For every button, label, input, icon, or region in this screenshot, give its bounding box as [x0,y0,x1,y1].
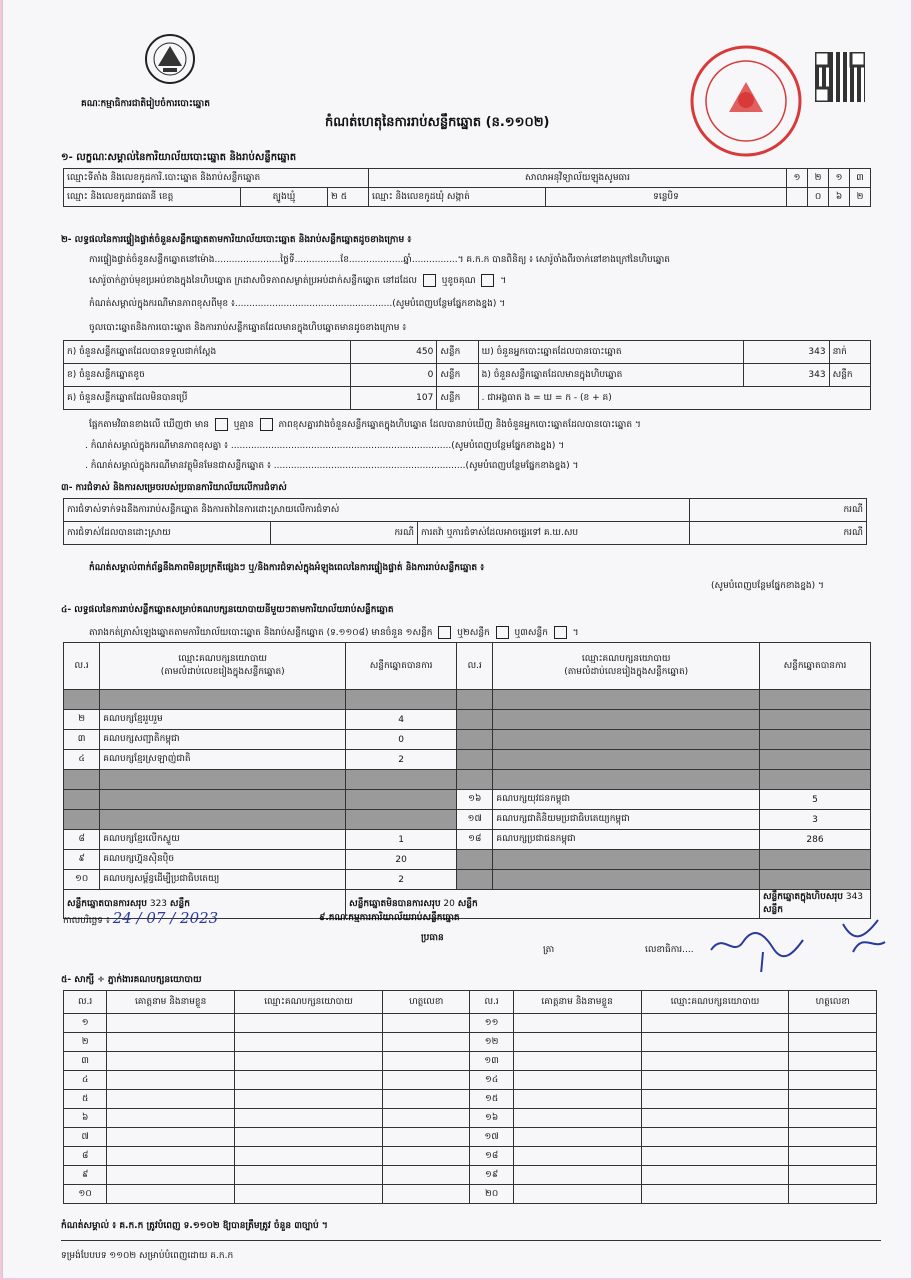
results-left-party [100,690,346,710]
commune-code-2: ៦ [829,188,850,207]
witness-name-right[interactable] [513,1033,641,1052]
results-left-no: ៩ [64,850,100,870]
results-left-votes [346,770,457,790]
count-unit-e: សន្លឹក [829,364,870,387]
commune-value: ទន្លេបិទ [546,188,787,207]
witness-sign-right[interactable] [789,1090,877,1109]
witness-sign-right[interactable] [789,1071,877,1090]
count-label-b: ខ) ចំនួនសន្លឹកឆ្នោតខូច [64,364,351,387]
results-right-votes [759,850,870,870]
objection-row2b-unit: ករណី [690,522,867,545]
results-right-votes: 286 [759,830,870,850]
results-left-no: ៣ [64,730,100,750]
results-row [64,750,871,770]
total-valid-value: 323 [149,898,168,909]
results-right-no: ១៧ [457,810,493,830]
witness-no-left: ១០ [64,1185,107,1204]
witness-row [64,1109,877,1128]
witness-no-right: ១៣ [470,1052,513,1071]
witness-name-left[interactable] [107,1128,235,1147]
section2-line4: ចូលបោះឆ្នោតនិងការបោះឆ្នោត និងការរាប់សន្លឹកឆ្នោតដែលមានក្នុងហិបឆ្នោតមានដូចខាងក្រោម ៖ [89,323,407,333]
witness-name-right[interactable] [513,1128,641,1147]
witness-sign-left[interactable] [382,1071,470,1090]
count-unit-b: សន្លឹក [437,364,478,387]
witness-col-no-left: ល.រ [64,991,107,1014]
section2-heading: ២- លទ្ធផលនៃការផ្ទៀងផ្ទាត់ចំនួនសន្លឹកឆ្នោតតាមការិយាល័យបោះឆ្នោត និងរាប់សន្លឹកឆ្នោតដូចខាងក្រោម ៖ [61,235,412,245]
intact-checkbox[interactable] [423,274,436,287]
results-right-no [457,750,493,770]
province-code-cell [328,188,369,207]
results-left-party: គណបក្សហ្វ៊ុនស៊ិនប៉ិច [100,850,346,870]
count-formula: . ជាអង្គធាត ង = ឃ = ក - (ខ + គ) [478,387,870,410]
count-value-c: 107 [351,387,437,410]
witness-no-left: ១ [64,1014,107,1033]
witness-name-right[interactable] [513,1109,641,1128]
results-col-votes-left: សន្លឹកឆ្នោតបានការ [346,643,457,690]
witness-name-right[interactable] [513,1014,641,1033]
date-label: កាលបរិច្ឆេទ ៖ [63,916,110,926]
witness-name-left[interactable] [107,1166,235,1185]
results-table [63,642,871,919]
results-row [64,870,871,890]
results-right-no [457,730,493,750]
results-left-votes [346,690,457,710]
witness-sign-left[interactable] [382,1109,470,1128]
results-left-votes: 2 [346,750,457,770]
no-difference-checkbox[interactable] [260,418,273,431]
results-row [64,710,871,730]
objection-row2b-label: ការតវ៉ា ឬការជំទាស់ដែលអាចផ្ទេរទៅ គ.ឃ.សប [418,522,690,545]
witness-row [64,1147,877,1166]
witness-sign-right[interactable] [789,1166,877,1185]
qr-code-icon [815,52,865,102]
results-right-votes [759,870,870,890]
witness-sign-left[interactable] [382,1147,470,1166]
witness-sign-right[interactable] [789,1014,877,1033]
province-code-2: ៥ [340,191,348,202]
section2-line2-text: សោរ៉ូចាក់ភ្ជាប់មុខប្រអប់ខាងក្នុងនៃហិបឆ្នោត ក្រដាសបិទភាពសម្ងាត់ប្រអប់ដាក់សន្លឹកឆ្នោត នៅដដែល [89,276,417,286]
total-box-label: សន្លឹកឆ្នោតក្នុងហិបសរុប [762,892,843,902]
witness-row [64,1071,877,1090]
section3-note: កំណត់សម្គាល់ពាក់ព័ន្ធនឹងភាពមិនប្រក្រតីផ្សេងៗ ឬ/និងការជំទាស់ក្នុងអំឡុងពេលនៃការផ្ទៀងផ្ទាត់ និងការរាប់សន្លឹកឆ្នោត ៖ [89,563,485,573]
results-left-votes [346,790,457,810]
province-code-1: ២ [331,191,338,202]
witness-name-right[interactable] [513,1052,641,1071]
commune-code-1: ០ [808,188,829,207]
witness-sign-right[interactable] [789,1109,877,1128]
three-sheet-label: ឬ៣សន្លឹក [514,628,548,638]
section2-note2: . កំណត់សម្គាល់ក្នុងករណីមានភាពខុសគ្នា ៖ .............................................................................(សូមបំពេញបន្ថែមផ្នែកខាងខ្នង) ។ [85,441,565,451]
witness-party-right[interactable] [641,1166,789,1185]
signature-icon [703,912,893,972]
witness-name-left[interactable] [107,1052,235,1071]
witness-sign-right[interactable] [789,1033,877,1052]
witness-party-right[interactable] [641,1033,789,1052]
section3-note-end: (សូមបំពេញបន្ថែមផ្នែកខាងខ្នង) ។ [711,581,824,591]
witness-sign-left[interactable] [382,1014,470,1033]
witness-name-left[interactable] [107,1014,235,1033]
commune-code-blank [787,188,808,207]
count-unit-d: នាក់ [829,341,870,364]
total-invalid-unit: សន្លឹក [457,898,478,909]
witness-party-left[interactable] [235,1014,383,1033]
results-left-party: គណបក្សខ្មែរលើកស្ទួយ [100,830,346,850]
results-left-party: គណបក្សខ្មែររួបរួម [100,710,346,730]
count-unit-c: សន្លឹក [437,387,478,410]
witness-row [64,1033,877,1052]
form-page [2,0,911,1278]
results-right-no: ១៨ [457,830,493,850]
section2-line3: កំណត់សម្គាល់ក្នុងករណីមានភាពខុសពីមុខ ៖.......................................................(សូមបំពេញបន្ថែមផ្នែកខាងខ្នង) ។ [89,299,506,309]
location-label: ឈ្មោះទីតាំង និងលេខកូដការិ.បោះឆ្នោត និងរាប់សន្លឹកឆ្នោត [64,169,369,188]
results-left-party [100,810,346,830]
results-col-votes-right: សន្លឹកឆ្នោតបានការ [759,643,870,690]
results-row [64,770,871,790]
witness-col-sign-right: ហត្ថលេខា [789,991,877,1014]
results-row [64,790,871,810]
one-sheet-checkbox[interactable] [438,626,451,639]
witness-sign-left[interactable] [382,1185,470,1204]
results-right-party [493,850,760,870]
results-left-votes: 4 [346,710,457,730]
results-left-votes: 0 [346,730,457,750]
results-right-party: គណបក្សប្រជាជនកម្ពុជា [493,830,760,850]
note1c-text: ភាពខុសគ្នារវាងចំនួនសន្លឹកឆ្នោតក្នុងហិបឆ្នោត ដែលបានរាប់ឃើញ និងចំនួនអ្នកបោះឆ្នោតដែលបានបោះឆ្នោត ។ [278,420,641,430]
witness-party-right[interactable] [641,1014,789,1033]
witness-name-right[interactable] [513,1185,641,1204]
witness-party-right[interactable] [641,1128,789,1147]
two-sheet-checkbox[interactable] [496,626,509,639]
chair-label: ប្រធាន [421,933,444,943]
section5-heading: ៥- សាក្សី ÷ ភ្នាក់ងារគណបក្សនយោបាយ [61,975,202,985]
objection-row1-unit: ករណី [690,499,867,522]
results-left-party [100,790,346,810]
commune-code-3: ២ [850,188,871,207]
witness-no-left: ៤ [64,1071,107,1090]
member-label: ត្រា [543,945,555,955]
witness-party-left[interactable] [235,1071,383,1090]
witness-row [64,1166,877,1185]
count-unit-a: សន្លឹក [437,341,478,364]
count-value-d: 343 [743,341,829,364]
witness-no-left: ៣ [64,1052,107,1071]
results-right-party [493,710,760,730]
footer-note: កំណត់សម្គាល់ ៖ គ.ក.ក ត្រូវបំពេញ ទ.១១០២ ឱ្យបានត្រឹមត្រូវ ចំនួន ៣ច្បាប់ ។ [61,1221,328,1231]
witness-no-right: ១៥ [470,1090,513,1109]
section2-line1: ការផ្ទៀងផ្ទាត់ចំនួនសន្លឹកឆ្នោតនៅម៉ោង.......................ថ្ងៃទី................ខែ...................ឆ្នាំ................។ គ.ក.ក បានពិនិត្យ ៖ សោរ៉ូចាំងពីរចាក់នៅខាងក្រៅនៃហិបឆ្នោត [89,255,671,265]
total-box-value: 343 [845,892,864,902]
witness-no-right: ១៩ [470,1166,513,1185]
results-left-votes [346,810,457,830]
results-right-party: គណបក្សជាតិនិយមប្រជាធិបតេយ្យកម្ពុជា [493,810,760,830]
witness-sign-right[interactable] [789,1147,877,1166]
results-left-no [64,770,100,790]
witness-row [64,1052,877,1071]
results-left-party: គណបក្សសញ្ជាតិកម្ពុជា [100,730,346,750]
witness-col-name-right: គោត្តនាម និងនាមខ្លួន [513,991,641,1014]
witness-col-sign-left: ហត្ថលេខា [382,991,470,1014]
results-left-no [64,790,100,810]
province-label: ឈ្មោះ និងលេខកូដរាជធានី ខេត្ត [64,188,241,207]
witness-no-right: ១៤ [470,1071,513,1090]
results-right-party [493,870,760,890]
committee-label: ៩.គណៈកម្មការការិយាល័យរាប់សន្លឹកឆ្នោត [319,913,460,923]
section3-heading: ៣- ការជំទាស់ និងការសម្រេចរបស់ប្រធានការិយាល័យលើការជំទាស់ [61,483,287,493]
witness-name-right[interactable] [513,1166,641,1185]
witness-party-right[interactable] [641,1185,789,1204]
witness-party-left[interactable] [235,1128,383,1147]
witness-table [63,990,877,1204]
section4-sub: តារាងកត់ត្រាសំឡេងឆ្នោតតាមការិយាល័យបោះឆ្នោត និងរាប់សន្លឹកឆ្នោត (ទ.១១០៨) មានចំនួន ១សន្លឹក ឬ២សន្លឹក ឬ៣សន្លឹក ។ [89,628,579,638]
results-row [64,850,871,870]
location-code-1: ១ [787,169,808,188]
province-value: ត្បូងឃ្មុំ [241,188,328,207]
commune-label: ឈ្មោះ និងលេខកូដឃុំ សង្កាត់ [369,188,546,207]
witness-name-left[interactable] [107,1109,235,1128]
results-right-votes [759,750,870,770]
section4-heading: ៤- លទ្ធផលនៃការរាប់សន្លឹកឆ្នោតសម្រាប់គណបក្សនយោបាយនីមួយៗតាមការិយាល័យរាប់សន្លឹកឆ្នោត [61,605,394,615]
witness-party-left[interactable] [235,1090,383,1109]
witness-row [64,1185,877,1204]
results-right-no [457,870,493,890]
witness-party-right[interactable] [641,1109,789,1128]
witness-name-left[interactable] [107,1185,235,1204]
results-left-no: ៤ [64,750,100,770]
witness-party-right[interactable] [641,1071,789,1090]
location-table [63,168,871,207]
witness-col-no-right: ល.រ [470,991,513,1014]
witness-name-right[interactable] [513,1147,641,1166]
footer-form: ទម្រង់បែបបទ ១១០២ សម្រាប់បំពេញដោយ គ.ក.ក [61,1251,234,1261]
official-stamp-icon [687,42,805,160]
witness-sign-left[interactable] [382,1033,470,1052]
results-right-votes [759,690,870,710]
results-right-party: គណបក្សយុវជនកម្ពុជា [493,790,760,810]
witness-name-left[interactable] [107,1033,235,1052]
witness-sign-left[interactable] [382,1052,470,1071]
total-invalid-value: 20 [443,898,455,909]
section2-note3: . កំណត់សម្គាល់ក្នុងករណីមានវត្ថុមិនមែនជាសន្លឹកឆ្នោត ៖ ...................................................................(សូមបំពេញបន្ថែមផ្នែកខាងខ្នង) ។ [85,461,579,471]
results-right-votes: 3 [759,810,870,830]
results-row [64,730,871,750]
objection-row2-unit: ករណី [271,522,418,545]
witness-name-left[interactable] [107,1090,235,1109]
objection-row1-label: ការជំទាស់ទាក់ទងនឹងការរាប់សន្លឹកឆ្នោត និងការតវ៉ានៃការដោះស្រាយលើការជំទាស់ [64,499,690,522]
damaged-checkbox[interactable] [481,274,494,287]
witness-row [64,1128,877,1147]
witness-no-left: ៥ [64,1090,107,1109]
witness-no-left: ៦ [64,1109,107,1128]
org-name: គណៈកម្មាធិការជាតិរៀបចំការបោះឆ្នោត [81,99,210,109]
objection-row2-label: ការជំទាស់ដែលបានដោះស្រាយ [64,522,271,545]
results-right-no [457,710,493,730]
results-left-no [64,810,100,830]
date-value: 24 / 07 / 2023 [112,909,219,927]
section2-note1 [89,418,641,431]
results-right-party [493,770,760,790]
count-label-e: ង) ចំនួនសន្លឹកឆ្នោតដែលមានក្នុងហិបឆ្នោត [478,364,743,387]
witness-sign-left[interactable] [382,1166,470,1185]
witness-party-left[interactable] [235,1185,383,1204]
witness-col-party-right: ឈ្មោះគណបក្សនយោបាយ [641,991,789,1014]
witness-row [64,1014,877,1033]
results-row [64,690,871,710]
results-left-party [100,770,346,790]
total-invalid-label: សន្លឹកឆ្នោតមិនបានការសរុប [349,898,441,909]
witness-no-right: ២០ [470,1185,513,1204]
total-valid-unit: សន្លឹក [169,898,190,909]
location-value: សាលាអនុវិទ្យាល័យឡុងសូមធារ [369,169,787,188]
witness-body [64,1014,877,1204]
results-right-votes [759,730,870,750]
results-left-no: ២ [64,710,100,730]
witness-party-right[interactable] [641,1090,789,1109]
results-body [64,690,871,890]
witness-name-right[interactable] [513,1071,641,1090]
results-left-votes: 1 [346,830,457,850]
form-title: កំណត់ហេតុនៃការរាប់សន្លឹកឆ្នោត (ន.១១០២) [325,115,550,130]
three-sheet-checkbox[interactable] [554,626,567,639]
results-right-votes: 5 [759,790,870,810]
witness-row [64,1090,877,1109]
results-right-no [457,850,493,870]
witness-col-name-left: គោត្តនាម និងនាមខ្លួន [107,991,235,1014]
results-row [64,830,871,850]
results-left-votes: 2 [346,870,457,890]
results-col-party-left: ឈ្មោះគណបក្សនយោបាយ (តាមលំដាប់លេខរៀងក្នុងសន្លឹកឆ្នោត) [100,643,346,690]
witness-party-right[interactable] [641,1147,789,1166]
results-col-party-right: ឈ្មោះគណបក្សនយោបាយ (តាមលំដាប់លេខរៀងក្នុងសន្លឹកឆ្នោត) [493,643,760,690]
note1b-text: ឬគ្មាន [233,420,254,430]
count-value-a: 450 [351,341,437,364]
results-right-party [493,750,760,770]
witness-name-left[interactable] [107,1147,235,1166]
section4-sub-text: តារាងកត់ត្រាសំឡេងឆ្នោតតាមការិយាល័យបោះឆ្នោត និងរាប់សន្លឹកឆ្នោត (ទ.១១០៨) មានចំនួន ១សន្លឹក [89,628,433,638]
witness-sign-right[interactable] [789,1052,877,1071]
date-row [63,909,219,927]
results-left-no: ១០ [64,870,100,890]
witness-no-left: ៨ [64,1147,107,1166]
total-box-unit: សន្លឹក [762,905,783,915]
count-label-d: ឃ) ចំនួនអ្នកបោះឆ្នោតដែលបានបោះឆ្នោត [478,341,743,364]
witness-no-right: ១១ [470,1014,513,1033]
results-right-votes [759,770,870,790]
results-left-party: គណបក្សសម្ព័ន្ធដើម្បីប្រជាធិបតេយ្យ [100,870,346,890]
count-label-a: ក) ចំនួនសន្លឹកឆ្នោតដែលបានទទួលជាក់ស្តែង [64,341,351,364]
witness-no-left: ២ [64,1033,107,1052]
section2-line2: សោរ៉ូចាក់ភ្ជាប់មុខប្រអប់ខាងក្នុងនៃហិបឆ្នោត ក្រដាសបិទភាពសម្ងាត់ប្រអប់ដាក់សន្លឹកឆ្នោត នៅដដែល ឬខូចគុណ ។ [89,276,507,286]
results-left-no: ៨ [64,830,100,850]
witness-no-right: ១៧ [470,1128,513,1147]
location-code-4: ៣ [850,169,871,188]
witness-sign-left[interactable] [382,1090,470,1109]
count-value-b: 0 [351,364,437,387]
results-row [64,810,871,830]
results-right-no [457,770,493,790]
results-right-votes [759,710,870,730]
damaged-label: ឬខូចគុណ [441,276,476,286]
witness-no-right: ១២ [470,1033,513,1052]
results-right-no: ១៦ [457,790,493,810]
results-right-party [493,730,760,750]
total-valid-label: សន្លឹកឆ្នោតបានការសរុប [67,898,147,909]
witness-no-left: ៩ [64,1166,107,1185]
location-code-3: ១ [829,169,850,188]
witness-no-right: ១៦ [470,1109,513,1128]
witness-party-left[interactable] [235,1109,383,1128]
witness-sign-right[interactable] [789,1128,877,1147]
witness-no-right: ១៨ [470,1147,513,1166]
count-table [63,340,871,410]
count-label-c: គ) ចំនួនសន្លឹកឆ្នោតដែលមិនបានប្រើ [64,387,351,410]
count-value-e: 343 [743,364,829,387]
witness-party-left[interactable] [235,1147,383,1166]
footer-divider [61,1240,881,1241]
objection-table [63,498,867,545]
witness-party-left[interactable] [235,1166,383,1185]
results-col-no-right: ល.រ [457,643,493,690]
location-code-2: ២ [808,169,829,188]
witness-sign-left[interactable] [382,1128,470,1147]
witness-party-right[interactable] [641,1052,789,1071]
witness-party-left[interactable] [235,1052,383,1071]
secretary-label: លេខាធិការ.... [645,945,694,955]
witness-party-left[interactable] [235,1033,383,1052]
results-left-no [64,690,100,710]
witness-col-party-left: ឈ្មោះគណបក្សនយោបាយ [235,991,383,1014]
results-right-party [493,690,760,710]
has-difference-checkbox[interactable] [215,418,228,431]
note1-text: ផ្អែកតាមវិធានខាងលើ ឃើញថា មាន [89,420,209,430]
results-left-votes: 20 [346,850,457,870]
section1-heading: ១- លក្ខណៈសម្គាល់នៃការិយាល័យបោះឆ្នោត និងរាប់សន្លឹកឆ្នោត [61,152,297,163]
witness-sign-right[interactable] [789,1185,877,1204]
witness-no-left: ៧ [64,1128,107,1147]
nec-emblem-icon [143,32,197,86]
results-left-party: គណបក្សខ្មែរស្រឡាញ់ជាតិ [100,750,346,770]
witness-name-left[interactable] [107,1071,235,1090]
witness-name-right[interactable] [513,1090,641,1109]
two-sheet-label: ឬ២សន្លឹក [457,628,490,638]
results-col-no-left: ល.រ [64,643,100,690]
results-right-no [457,690,493,710]
